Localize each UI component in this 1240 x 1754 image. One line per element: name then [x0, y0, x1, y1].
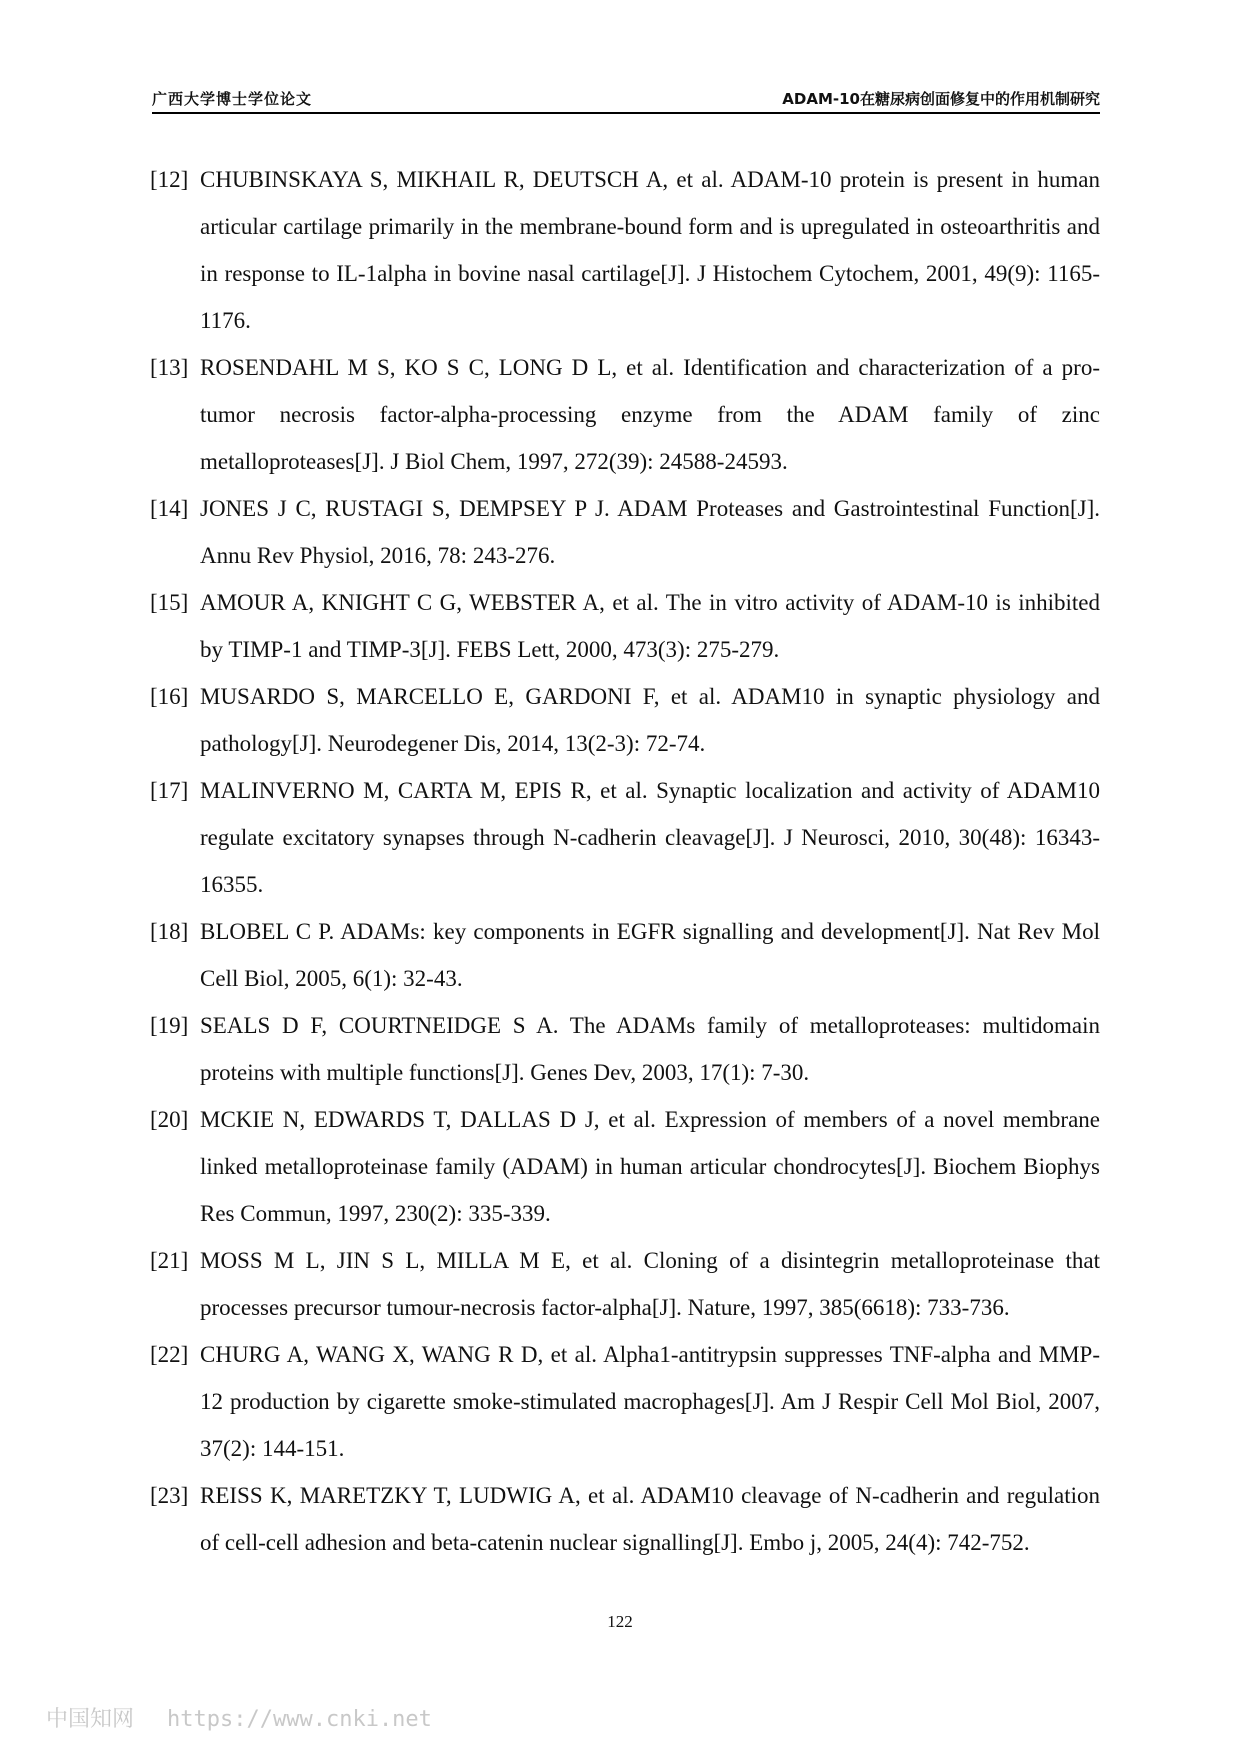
- reference-text: BLOBEL C P. ADAMs: key components in EGFR signalling and development[J]. Nat Rev Mol Cell Biol, 2005, 6(1): 32-43.: [200, 919, 1100, 991]
- watermark-brand: 中国知网: [46, 1707, 135, 1732]
- reference-number: [20]: [150, 1107, 189, 1132]
- reference-text: MUSARDO S, MARCELLO E, GARDONI F, et al. ADAM10 in synaptic physiology and pathology[J]. Neurodegener Dis, 2014, 13(2-3): 72-74.: [200, 684, 1100, 756]
- reference-number: [13]: [150, 355, 189, 380]
- reference-item: [150, 673, 1100, 767]
- reference-text: CHUBINSKAYA S, MIKHAIL R, DEUTSCH A, et al. ADAM-10 protein is present in human articular cartilage primarily in the membrane-bound form and is upregulated in osteoarthritis and in response to IL-1alpha in bovine nasal cartilage[J]. J Histochem Cytochem, 2001, 49(9): 1165-1176.: [200, 167, 1100, 333]
- reference-number: [23]: [150, 1483, 189, 1508]
- reference-text: MALINVERNO M, CARTA M, EPIS R, et al. Synaptic localization and activity of ADAM10 regulate excitatory synapses through N-cadherin cleavage[J]. J Neurosci, 2010, 30(48): 16343-16355.: [200, 778, 1100, 897]
- cnki-watermark: [46, 1702, 432, 1733]
- reference-text: ROSENDAHL M S, KO S C, LONG D L, et al. Identification and characterization of a pro-tumor necrosis factor-alpha-processing enzyme from the ADAM family of zinc metalloproteases[J]. J Biol Chem, 1997, 272(39): 24588-24593.: [200, 355, 1100, 474]
- reference-item: [150, 1237, 1100, 1331]
- reference-number: [18]: [150, 919, 189, 944]
- reference-text: REISS K, MARETZKY T, LUDWIG A, et al. ADAM10 cleavage of N-cadherin and regulation of cell-cell adhesion and beta-catenin nuclear signalling[J]. Embo j, 2005, 24(4): 742-752.: [200, 1483, 1100, 1555]
- reference-item: [150, 344, 1100, 485]
- reference-number: [14]: [150, 496, 189, 521]
- reference-item: [150, 1002, 1100, 1096]
- reference-item: [150, 485, 1100, 579]
- reference-item: [150, 579, 1100, 673]
- reference-number: [21]: [150, 1248, 189, 1273]
- reference-text: MOSS M L, JIN S L, MILLA M E, et al. Cloning of a disintegrin metalloproteinase that processes precursor tumour-necrosis factor-alpha[J]. Nature, 1997, 385(6618): 733-736.: [200, 1248, 1100, 1320]
- reference-item: [150, 1096, 1100, 1237]
- reference-text: SEALS D F, COURTNEIDGE S A. The ADAMs family of metalloproteases: multidomain proteins with multiple functions[J]. Genes Dev, 2003, 17(1): 7-30.: [200, 1013, 1100, 1085]
- watermark-url: https://www.cnki.net: [167, 1707, 432, 1732]
- reference-list: [150, 156, 1100, 1566]
- reference-number: [12]: [150, 167, 189, 192]
- reference-text: AMOUR A, KNIGHT C G, WEBSTER A, et al. The in vitro activity of ADAM-10 is inhibited by TIMP-1 and TIMP-3[J]. FEBS Lett, 2000, 473(3): 275-279.: [200, 590, 1100, 662]
- reference-number: [16]: [150, 684, 189, 709]
- page-number: 122: [607, 1612, 633, 1631]
- reference-item: [150, 1472, 1100, 1566]
- reference-text: CHURG A, WANG X, WANG R D, et al. Alpha1-antitrypsin suppresses TNF-alpha and MMP-12 production by cigarette smoke-stimulated macrophages[J]. Am J Respir Cell Mol Biol, 2007, 37(2): 144-151.: [200, 1342, 1100, 1461]
- reference-text: JONES J C, RUSTAGI S, DEMPSEY P J. ADAM Proteases and Gastrointestinal Function[J]. Annu Rev Physiol, 2016, 78: 243-276.: [200, 496, 1100, 568]
- reference-item: [150, 908, 1100, 1002]
- reference-number: [22]: [150, 1342, 189, 1367]
- thesis-label: 广西大学博士学位论文: [152, 90, 313, 108]
- reference-item: [150, 767, 1100, 908]
- reference-item: [150, 1331, 1100, 1472]
- reference-item: [150, 156, 1100, 344]
- running-header: [152, 88, 1100, 114]
- reference-number: [15]: [150, 590, 189, 615]
- reference-number: [19]: [150, 1013, 189, 1038]
- thesis-title: ADAM-10在糖尿病创面修复中的作用机制研究: [782, 90, 1100, 108]
- reference-number: [17]: [150, 778, 189, 803]
- reference-text: MCKIE N, EDWARDS T, DALLAS D J, et al. Expression of members of a novel membrane linked metalloproteinase family (ADAM) in human articular chondrocytes[J]. Biochem Biophys Res Commun, 1997, 230(2): 335-339.: [200, 1107, 1100, 1226]
